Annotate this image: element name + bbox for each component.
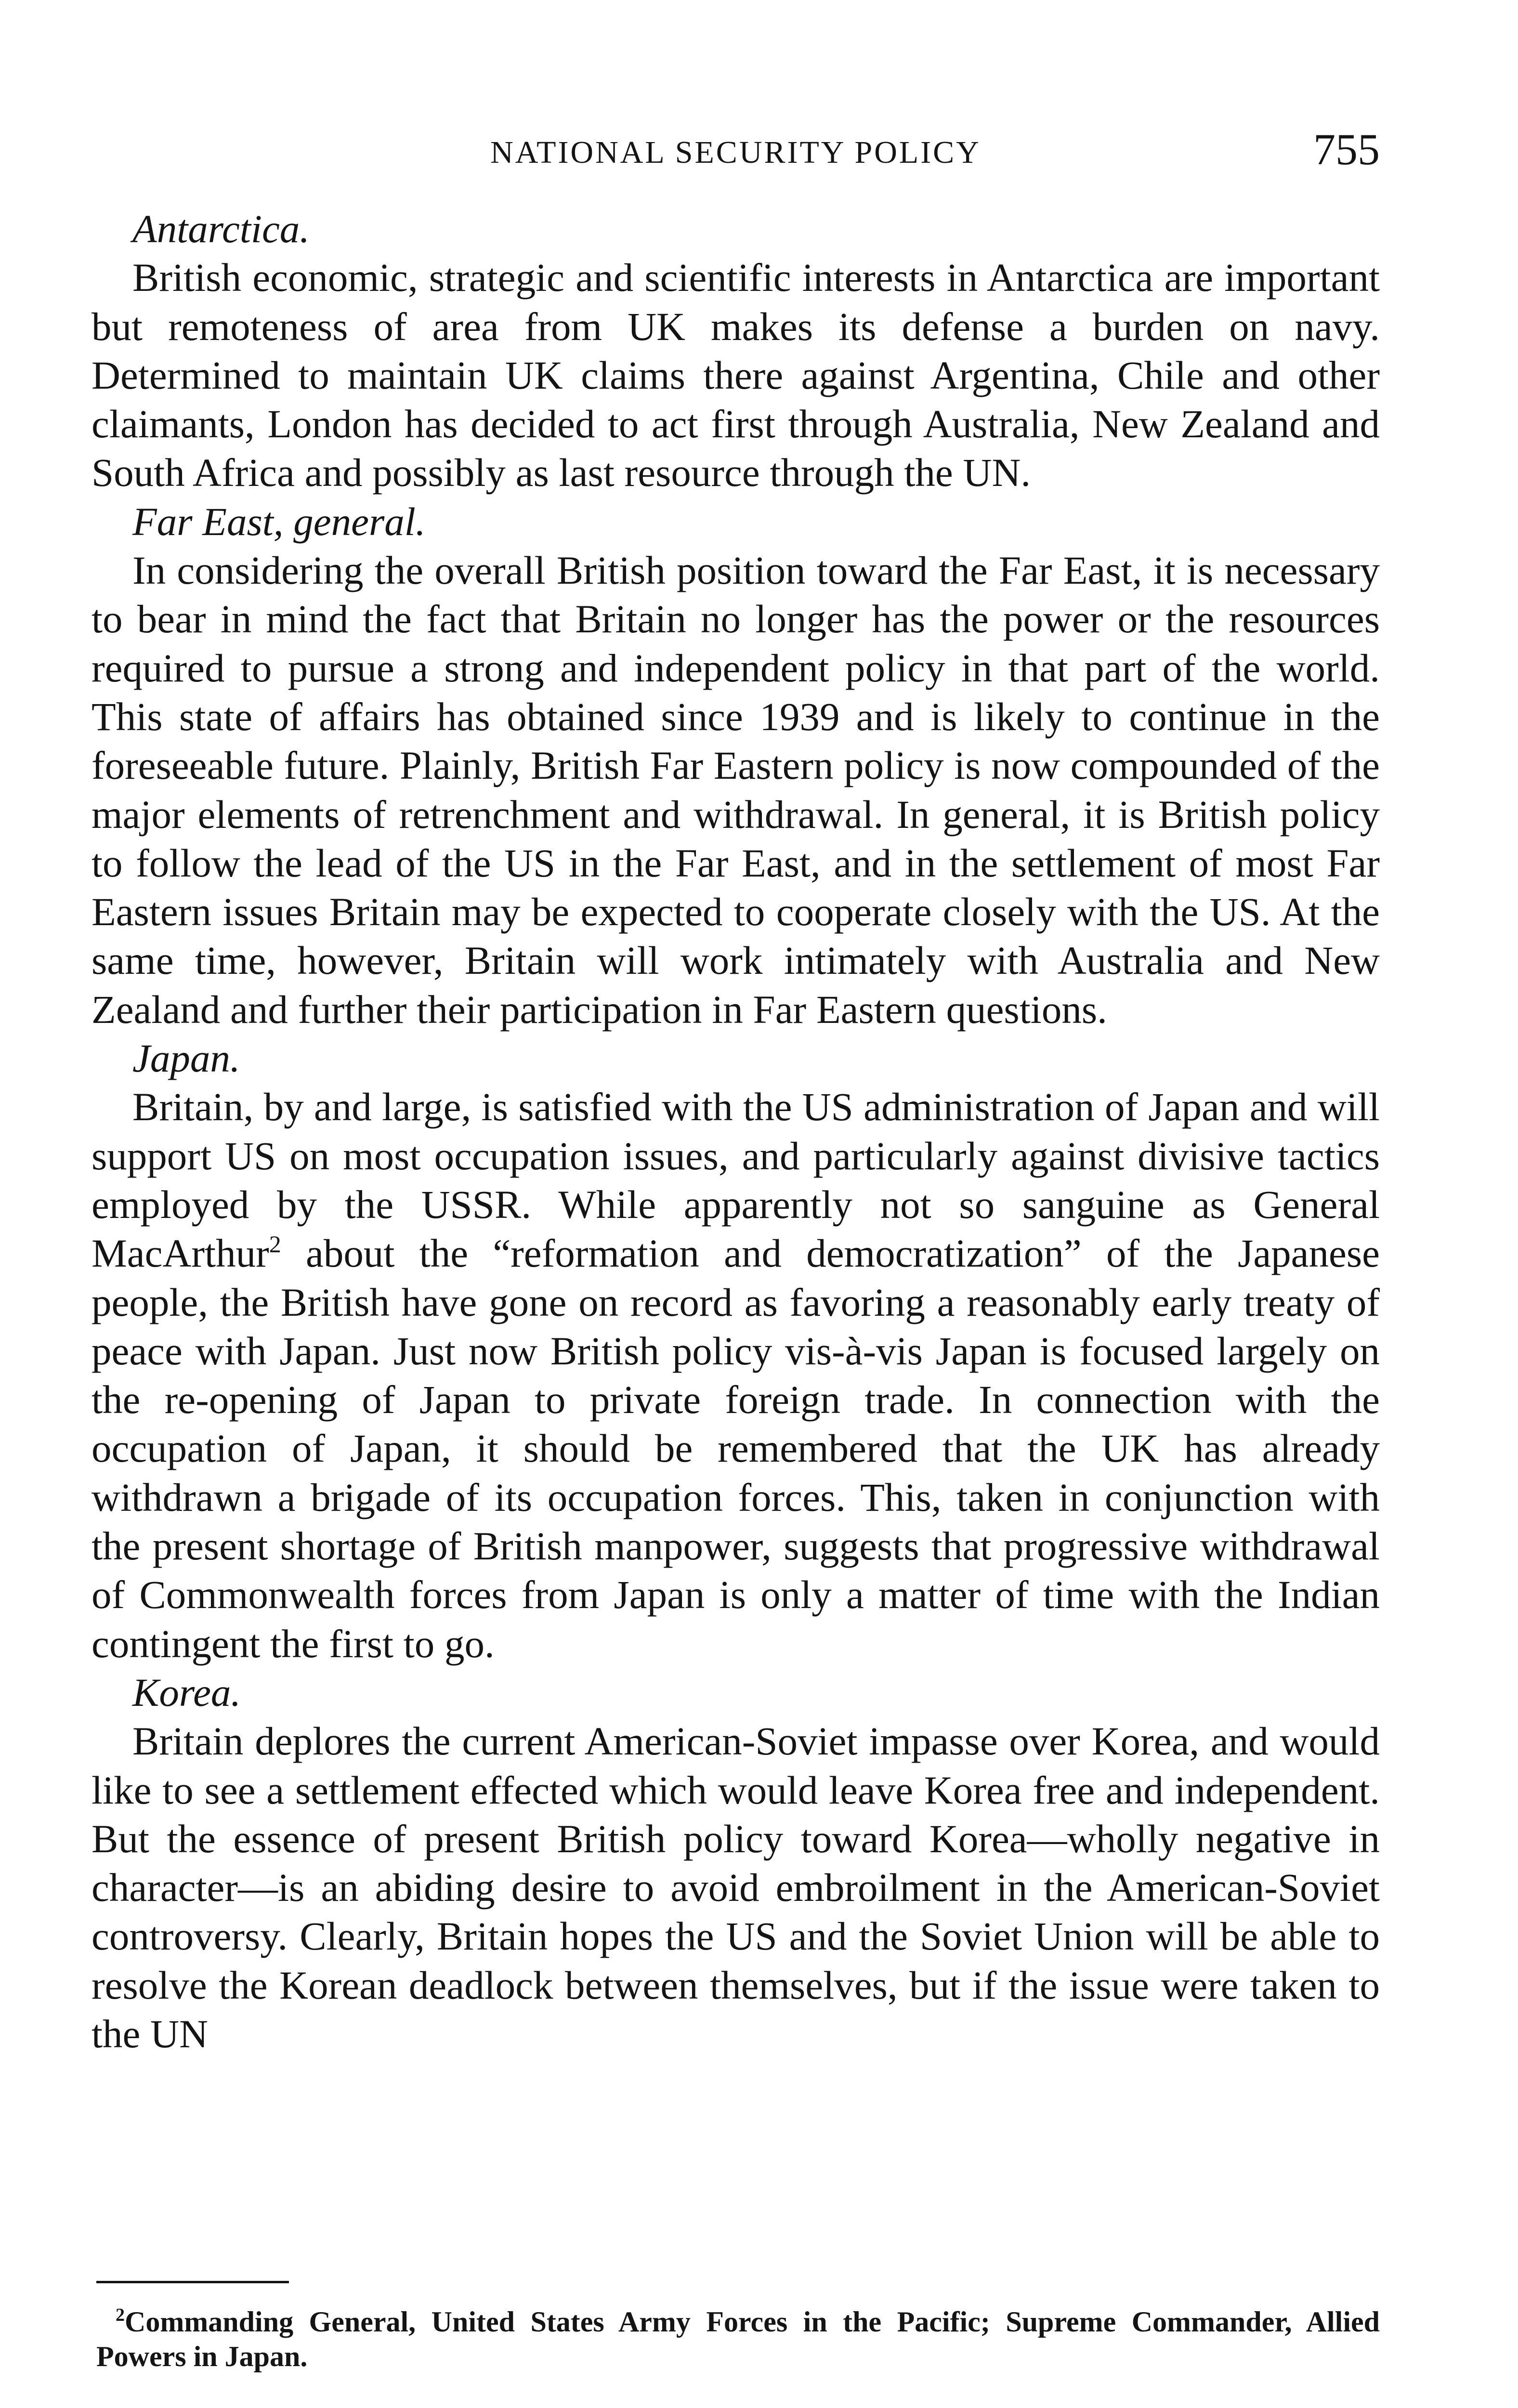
section-heading-far-east: Far East, general.	[132, 499, 426, 544]
footnote	[96, 2304, 1380, 2374]
footnote-reference[interactable]: 2	[269, 1230, 281, 1258]
page-number: 755	[1313, 125, 1380, 174]
footnote-marker: 2	[116, 2305, 125, 2325]
section-heading-korea: Korea.	[132, 1670, 241, 1714]
paragraph-korea: Britain deplores the current American-Soviet impasse over Korea, and would like to see a settlement effected which would leave Korea free and independent. But the essence of present British policy toward Korea—wholly negative in character—is an abiding desire to avoid embroilment in the American-Soviet controversy. Clearly, Britain hopes the US and the Soviet Union will be able to resolve the Korean deadlock between themselves, but if the issue were taken to the UN	[92, 1719, 1380, 2056]
paragraph-japan-part-2: about the “reformation and democratization” of the Japanese people, the British have gone on record as favoring a reasonably early treaty of peace with Japan. Just now British policy vis-à-vis Japan is focused largely on the re-opening of Japan to private foreign trade. In connection with the occupation of Japan, it should be remembered that the UK has already withdrawn a brigade of its occupation forces. This, taken in conjunction with the present shortage of British manpower, suggests that progressive withdrawal of Commonwealth forces from Japan is only a matter of time with the Indian contingent the first to go.	[92, 1231, 1380, 1666]
section-heading-antarctica: Antarctica.	[132, 207, 310, 251]
paragraph-japan-part-1: Britain, by and large, is satisfied with the US administration of Japan and will support US on most occupation issues, and particularly against divisive tactics employed by the USSR. While apparently not so sanguine as General MacArthur	[92, 1085, 1380, 1276]
footnote-text: Commanding General, United States Army Forces in the Pacific; Supreme Commander, Allied Powers in Japan.	[96, 2306, 1380, 2372]
paragraph-japan	[92, 1083, 1380, 1668]
paragraph-antarctica: British economic, strategic and scientific interests in Antarctica are important but remoteness of area from UK makes its defense a burden on navy. Determined to maintain UK claims there against Argentina, Chile and other claimants, London has decided to act first through Australia, New Zealand and South Africa and possibly as last resource through the UN.	[92, 255, 1380, 495]
running-head: NATIONAL SECURITY POLICY	[490, 135, 981, 170]
paragraph-far-east: In considering the overall British position toward the Far East, it is necessary to bear in mind the fact that Britain no longer has the power or the resources required to pursue a strong and independent policy in that part of the world. This state of affairs has obtained since 1939 and is likely to continue in the foreseeable future. Plainly, British Far Eastern policy is now compounded of the major elements of retrenchment and withdrawal. In general, it is British policy to follow the lead of the US in the Far East, and in the settlement of most Far Eastern issues Britain may be expected to cooperate closely with the US. At the same time, however, Britain will work intimately with Australia and New Zealand and further their participation in Far Eastern questions.	[92, 548, 1380, 1032]
section-heading-japan: Japan.	[132, 1036, 240, 1081]
footnote-divider	[96, 2281, 289, 2283]
page-header	[92, 123, 1380, 176]
body-text	[92, 205, 1380, 2058]
